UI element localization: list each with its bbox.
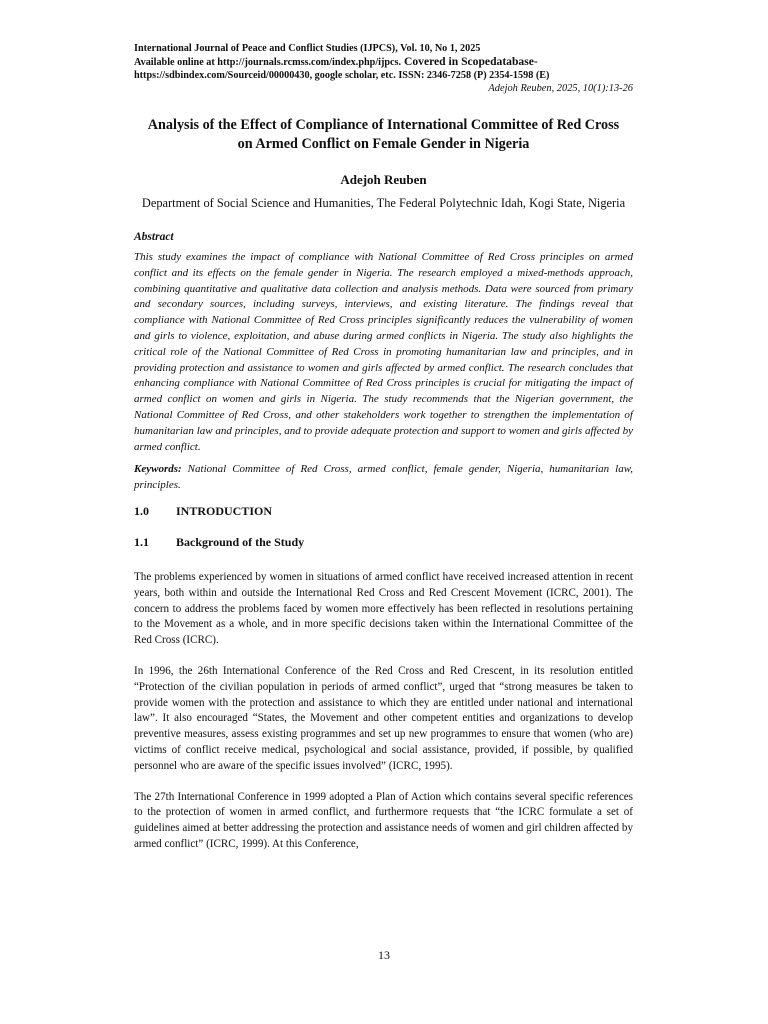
journal-coverage: Covered in Scopedatabase-: [401, 55, 538, 68]
journal-name: International Journal of Peace and Conflict Studies (IJPCS), Vol. 10, No 1, 2025: [134, 43, 481, 54]
section-title: INTRODUCTION: [176, 503, 273, 518]
article-title: Analysis of the Effect of Compliance of International Committee of Red Cross on Armed Conflict on Female Gender in Nigeria: [147, 117, 620, 152]
body-paragraph: The problems experienced by women in situations of armed conflict have received increased attention in recent years, both within and outside the International Red Cross and Red Crescent Movement (ICRC, 2001). The concern to address the problems faced by women more effectively has been reflected in resolutions pertaining to the Movement as a whole, and in more specific decisions taken within the International Committee of the Red Cross (ICRC).: [134, 570, 633, 647]
article-author: Adejoh Reuben: [340, 172, 427, 187]
subsection-title: Background of the Study: [176, 534, 305, 549]
journal-header: [134, 42, 633, 82]
subsection-number: 1.1: [134, 534, 149, 549]
keywords: [134, 462, 633, 494]
body-paragraph: The 27th International Conference in 1999 adopted a Plan of Action which contains several specific references to the protection of women in armed conflict, and furthermore requests that “the ICRC formulate a set of guidelines aimed at better addressing the protection and assistance needs of women and girl children affected by armed conflict” (ICRC, 1999). At this Conference,: [134, 790, 633, 850]
page-body: [134, 42, 633, 853]
subsection-heading-background: [134, 535, 633, 550]
abstract-heading: Abstract: [134, 231, 174, 243]
keywords-list: National Committee of Red Cross, armed conflict, female gender, Nigeria, humanitarian law, principles.: [134, 463, 633, 492]
author-affiliation: Department of Social Science and Humanities, The Federal Polytechnic Idah, Kogi State, Nigeria: [141, 196, 626, 210]
running-citation: Adejoh Reuben, 2025, 10(1):13-26: [488, 83, 633, 94]
journal-issn: https://sdbindex.com/Sourceid/00000430, google scholar, etc. ISSN: 2346-7258 (P) 2354-1598 (E): [134, 70, 550, 81]
abstract-text: This study examines the impact of compliance with National Committee of Red Cross principles on armed conflict and its effects on the female gender in Nigeria. The research employed a mixed-methods approach, combining quantitative and qualitative data collection and analysis methods. Data were sourced from primary and secondary sources, including surveys, interviews, and existing literature. The findings reveal that compliance with National Committee of Red Cross principles significantly reduces the vulnerability of women and girls to violence, exploitation, and abuse during armed conflicts in Nigeria. The study also highlights the critical role of the National Committee of Red Cross in promoting humanitarian law and principles, and in providing protection and assistance to women and girls affected by armed conflict. The research concludes that enhancing compliance with National Committee of Red Cross principles is crucial for mitigating the impact of armed conflict on women and girls in Nigeria. The study recommends that the Nigerian government, the National Committee of Red Cross, and other stakeholders work together to strengthen the implementation of humanitarian law and principles, and to provide adequate protection and support to women and girls affected by armed conflict.: [134, 251, 633, 453]
section-heading-introduction: [134, 504, 633, 519]
journal-availability: [134, 55, 633, 69]
section-number: 1.0: [134, 503, 149, 518]
page-number: 13: [378, 948, 390, 962]
keywords-label: Keywords:: [134, 463, 182, 476]
journal-url[interactable]: Available online at http://journals.rcmss.com/index.php/ijpcs.: [134, 57, 402, 68]
body-paragraph: In 1996, the 26th International Conference of the Red Cross and Red Crescent, in its resolution entitled “Protection of the civilian population in periods of armed conflict”, urged that “strong measures be taken to provide women with the protection and assistance to which they are entitled under national and international law”. It also encouraged “States, the Movement and other competent entities and organizations to develop preventive measures, assess existing programmes and set up new programmes to ensure that women (who are) victims of conflict receive medical, psychological and social assistance, provided, if possible, by qualified personnel who are aware of the specific issues involved” (ICRC, 1995).: [134, 664, 633, 772]
